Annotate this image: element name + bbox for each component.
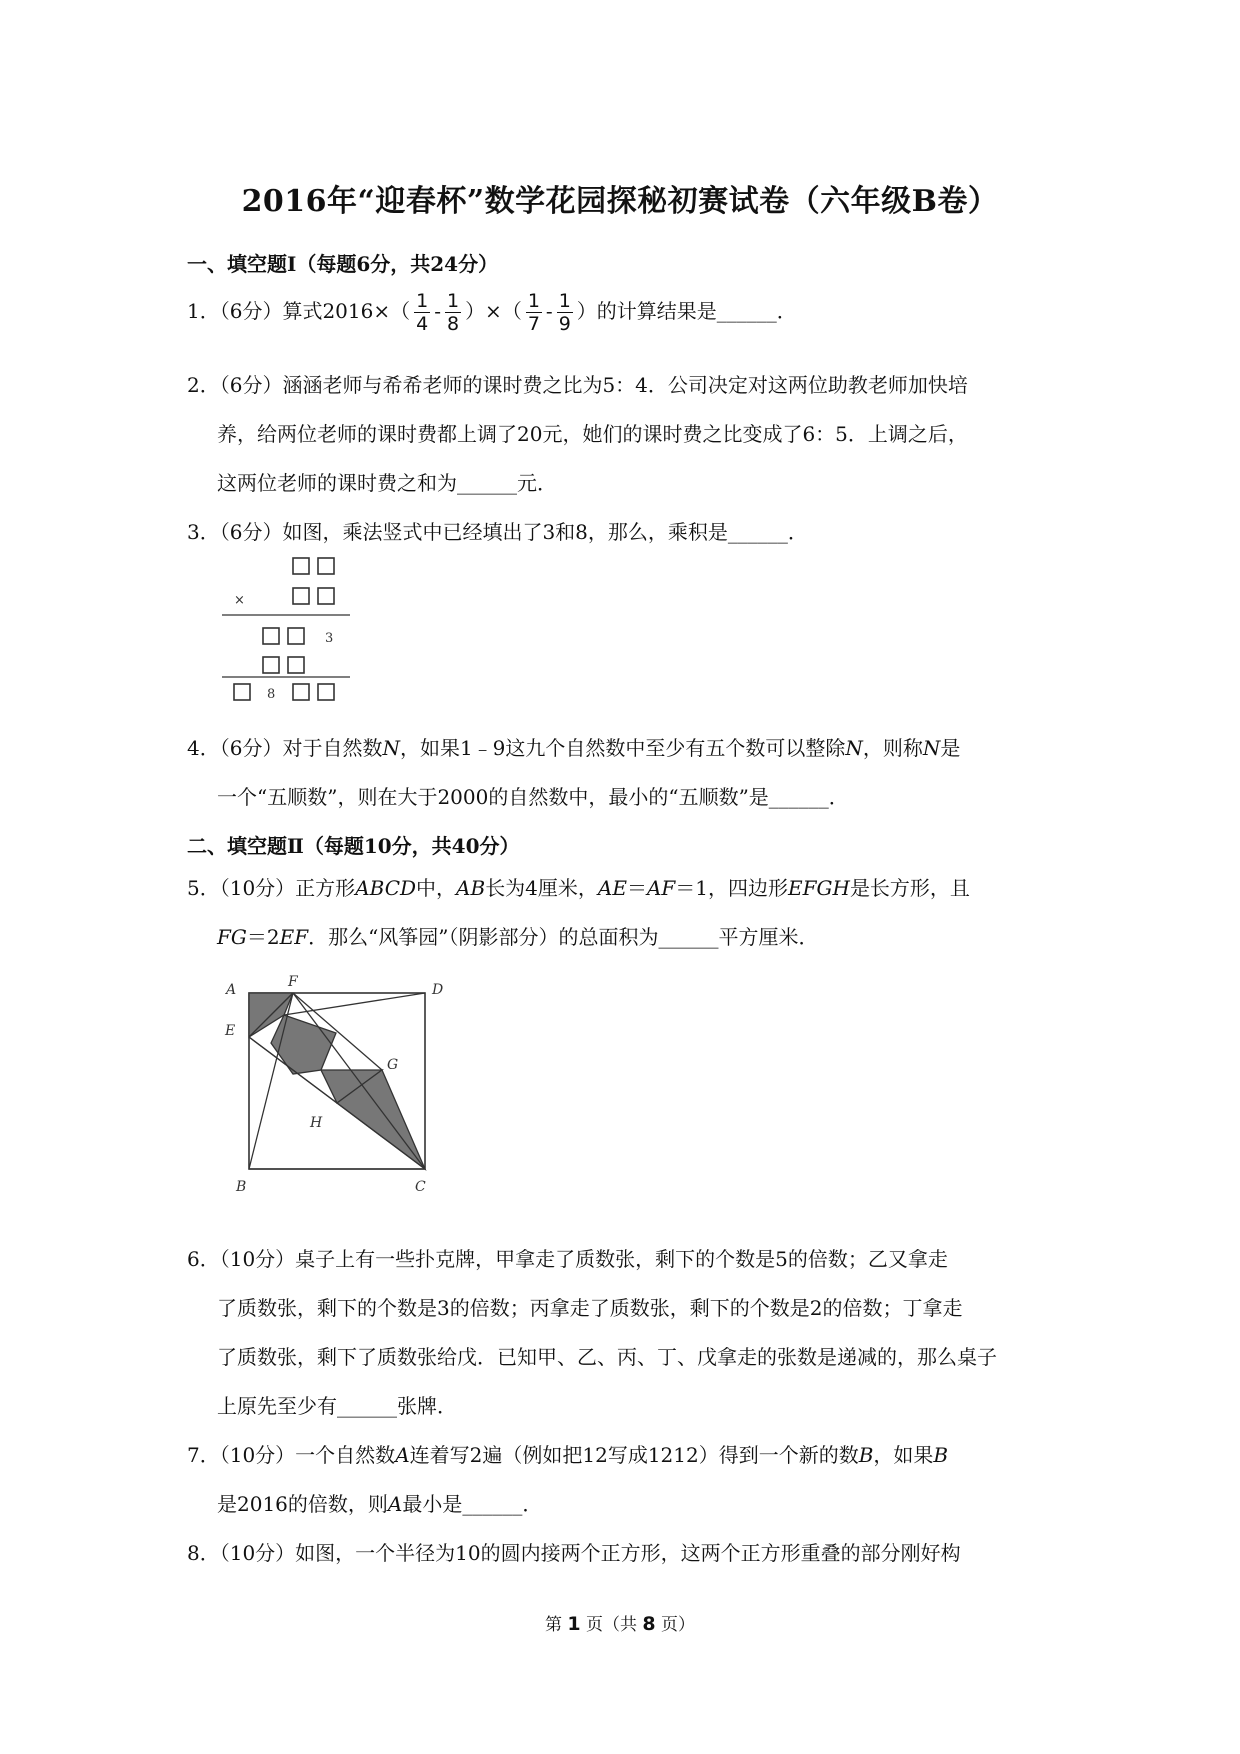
page-number: 1 [567, 1613, 581, 1635]
question-6-line-3: 了质数张，剩下了质数张给戊．已知甲、乙、丙、丁、戊拿走的张数是递减的，那么桌子 [217, 1345, 997, 1369]
question-7-line-1: 7．（10分）一个自然数A连着写2遍（例如把12写成1212）得到一个新的数B，如果B [187, 1443, 949, 1467]
question-8-line-1: 8．（10分）如图，一个半径为10的圆内接两个正方形，这两个正方形重叠的部分刚好构 [187, 1541, 961, 1565]
question-7-line-2: 是2016的倍数，则A最小是______． [217, 1492, 543, 1516]
times-sign: × [234, 593, 245, 608]
question-3: 3．（6分）如图，乘法竖式中已经填出了3和8，那么，乘积是______． [187, 520, 808, 544]
question-4-line-1: 4．（6分）对于自然数N，如果1﹣9这九个自然数中至少有五个数可以整除N，则称N是 [187, 736, 961, 760]
page-total: 8 [642, 1613, 656, 1635]
fraction-1-7: $\frac{1}{7}$ [527, 290, 540, 335]
question-1: 1．（6分）算式2016×（ $\frac{1}{4}$ - $\frac{1}{8}$ ）×（ $\frac{1}{7}$ - $\frac{1}{9}$ ）的计算结果是______． [187, 290, 797, 335]
question-5-line-2: FG＝2EF．那么“风筝园”（阴影部分）的总面积为______平方厘米． [217, 925, 819, 949]
label-a: A [226, 982, 237, 998]
page-title: 2016年“迎春杯”数学花园探秘初赛试卷（六年级B卷） [241, 184, 999, 219]
question-2-line-3: 这两位老师的课时费之和为______元． [217, 471, 557, 495]
label-c: C [415, 1179, 426, 1193]
label-g: G [387, 1057, 399, 1073]
label-b: B [236, 1179, 247, 1193]
page-footer: 第 1 页（共 8 页） [544, 1613, 696, 1635]
fraction-1-8: $\frac{1}{8}$ [446, 290, 460, 335]
question-2-line-1: 2．（6分）涵涵老师与希希老师的课时费之比为5：4．公司决定对这两位助教老师加快培 [187, 373, 968, 397]
question-5-line-1: 5．（10分）正方形ABCD中，AB长为4厘米，AE＝AF＝1，四边形EFGH是长方形，且 [187, 876, 970, 900]
question-6-line-2: 了质数张，剩下的个数是3的倍数；丙拿走了质数张，剩下的个数是2的倍数；丁拿走 [217, 1296, 963, 1320]
digit-8: 8 [267, 687, 276, 702]
section-heading-2: 二、填空题Ⅱ（每题10分，共40分） [187, 834, 520, 858]
label-f: F [288, 975, 298, 990]
section-heading-1: 一、填空题Ⅰ（每题6分，共24分） [187, 252, 499, 276]
digit-3: 3 [325, 631, 334, 646]
question-6-line-1: 6．（10分）桌子上有一些扑克牌，甲拿走了质数张，剩下的个数是5的倍数；乙又拿走 [187, 1247, 948, 1271]
label-e: E [225, 1023, 236, 1039]
fraction-1-4: $\frac{1}{4}$ [416, 290, 429, 335]
kite-garden-figure [222, 975, 452, 1193]
label-h: H [310, 1115, 323, 1131]
question-2-line-2: 养，给两位老师的课时费都上调了20元，她们的课时费之比变成了6：5．上调之后， [217, 422, 968, 446]
multiplication-figure [222, 553, 358, 703]
question-6-line-4: 上原先至少有______张牌． [217, 1394, 457, 1418]
question-4-line-2: 一个“五顺数”，则在大于2000的自然数中，最小的“五顺数”是______． [217, 785, 849, 809]
label-d: D [432, 982, 444, 998]
fraction-1-9: $\frac{1}{9}$ [558, 290, 571, 335]
